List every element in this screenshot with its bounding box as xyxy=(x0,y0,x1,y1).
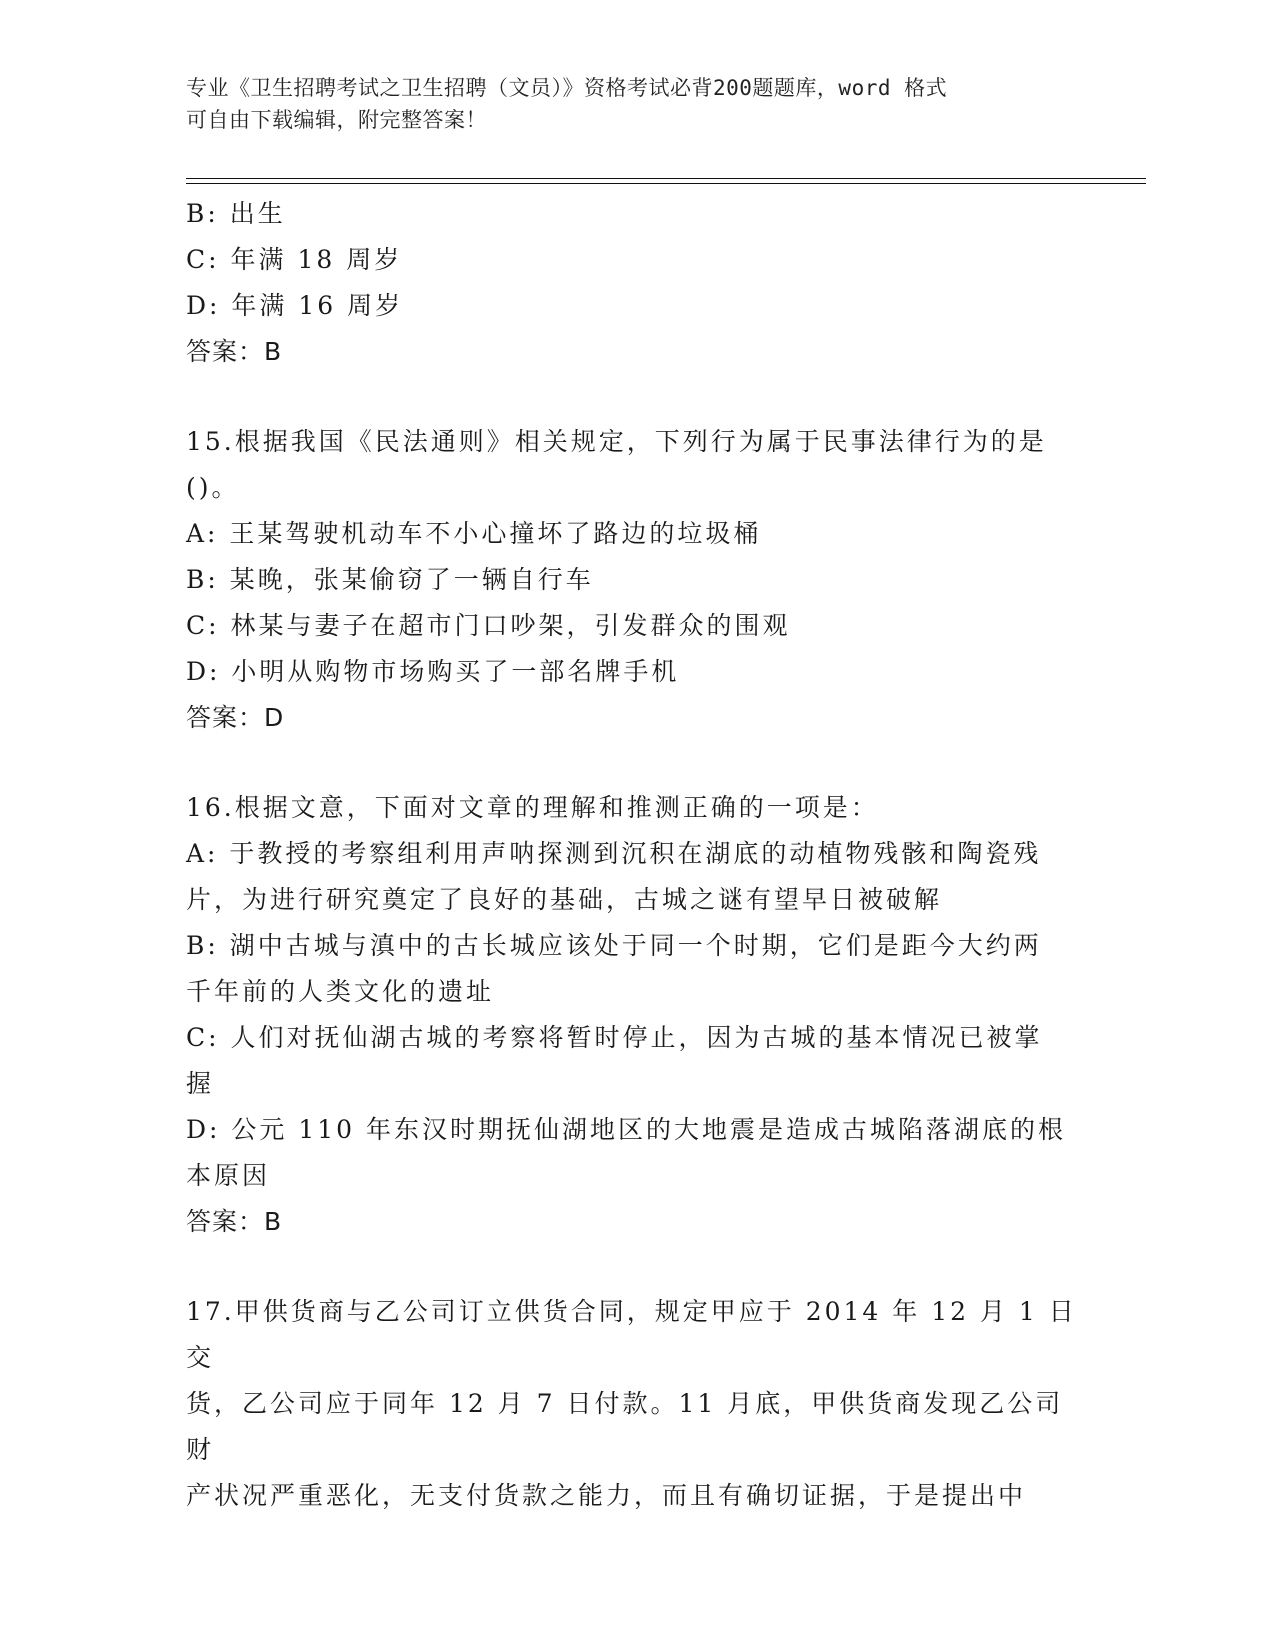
option-d: D: 小明从购物市场购买了一部名牌手机 xyxy=(186,657,680,686)
question-stem-continued: ()。 xyxy=(186,473,240,502)
option-a: A: 于教授的考察组利用声呐探测到沉积在湖底的动植物残骸和陶瓷残 xyxy=(186,839,1042,868)
option-d: D: 公元 110 年东汉时期抚仙湖地区的大地震是造成古城陷落湖底的根 xyxy=(186,1115,1067,1144)
spacer xyxy=(186,1245,1086,1289)
question-14-block xyxy=(186,191,1086,375)
question-stem: 17.甲供货商与乙公司订立供货合同，规定甲应于 2014 年 12 月 1 日交 xyxy=(186,1297,1077,1372)
header-line-1: 专业《卫生招聘考试之卫生招聘（文员）》资格考试必背200题题库，word 格式 xyxy=(186,76,948,100)
option-b: B: 某晚，张某偷窃了一辆自行车 xyxy=(186,565,594,594)
question-stem-continued: 货，乙公司应于同年 12 月 7 日付款。11 月底，甲供货商发现乙公司财 xyxy=(186,1389,1064,1464)
question-stem-continued: 产状况严重恶化，无支付货款之能力，而且有确切证据，于是提出中 xyxy=(186,1481,1027,1510)
option-d-continued: 本原因 xyxy=(186,1161,271,1190)
question-stem: 16.根据文意，下面对文章的理解和推测正确的一项是： xyxy=(186,793,879,822)
question-content xyxy=(186,191,1086,1519)
header-line-2: 可自由下载编辑，附完整答案！ xyxy=(186,108,487,132)
spacer xyxy=(186,741,1086,785)
option-d: D: 年满 16 周岁 xyxy=(186,291,404,320)
question-16-block xyxy=(186,785,1086,1245)
page-header xyxy=(186,72,1066,136)
option-c: C: 林某与妻子在超市门口吵架，引发群众的围观 xyxy=(186,611,791,640)
option-b: B: 湖中古城与滇中的古长城应该处于同一个时期，它们是距今大约两 xyxy=(186,931,1042,960)
answer-line: 答案：D xyxy=(186,703,285,732)
option-b: B: 出生 xyxy=(186,199,286,228)
question-stem: 15.根据我国《民法通则》相关规定，下列行为属于民事法律行为的是 xyxy=(186,427,1047,456)
answer-line: 答案：B xyxy=(186,337,283,366)
spacer xyxy=(186,375,1086,419)
header-divider-top xyxy=(186,178,1146,179)
option-c: C: 年满 18 周岁 xyxy=(186,245,403,274)
header-divider-bottom xyxy=(186,183,1146,184)
question-15-block xyxy=(186,419,1086,741)
option-a: A: 王某驾驶机动车不小心撞坏了路边的垃圾桶 xyxy=(186,519,762,548)
answer-line: 答案：B xyxy=(186,1207,283,1236)
option-b-continued: 千年前的人类文化的遗址 xyxy=(186,977,495,1006)
option-a-continued: 片，为进行研究奠定了良好的基础，古城之谜有望早日被破解 xyxy=(186,885,943,914)
option-c: C: 人们对抚仙湖古城的考察将暂时停止，因为古城的基本情况已被掌 xyxy=(186,1023,1043,1052)
option-c-continued: 握 xyxy=(186,1069,215,1098)
question-17-block xyxy=(186,1289,1086,1519)
